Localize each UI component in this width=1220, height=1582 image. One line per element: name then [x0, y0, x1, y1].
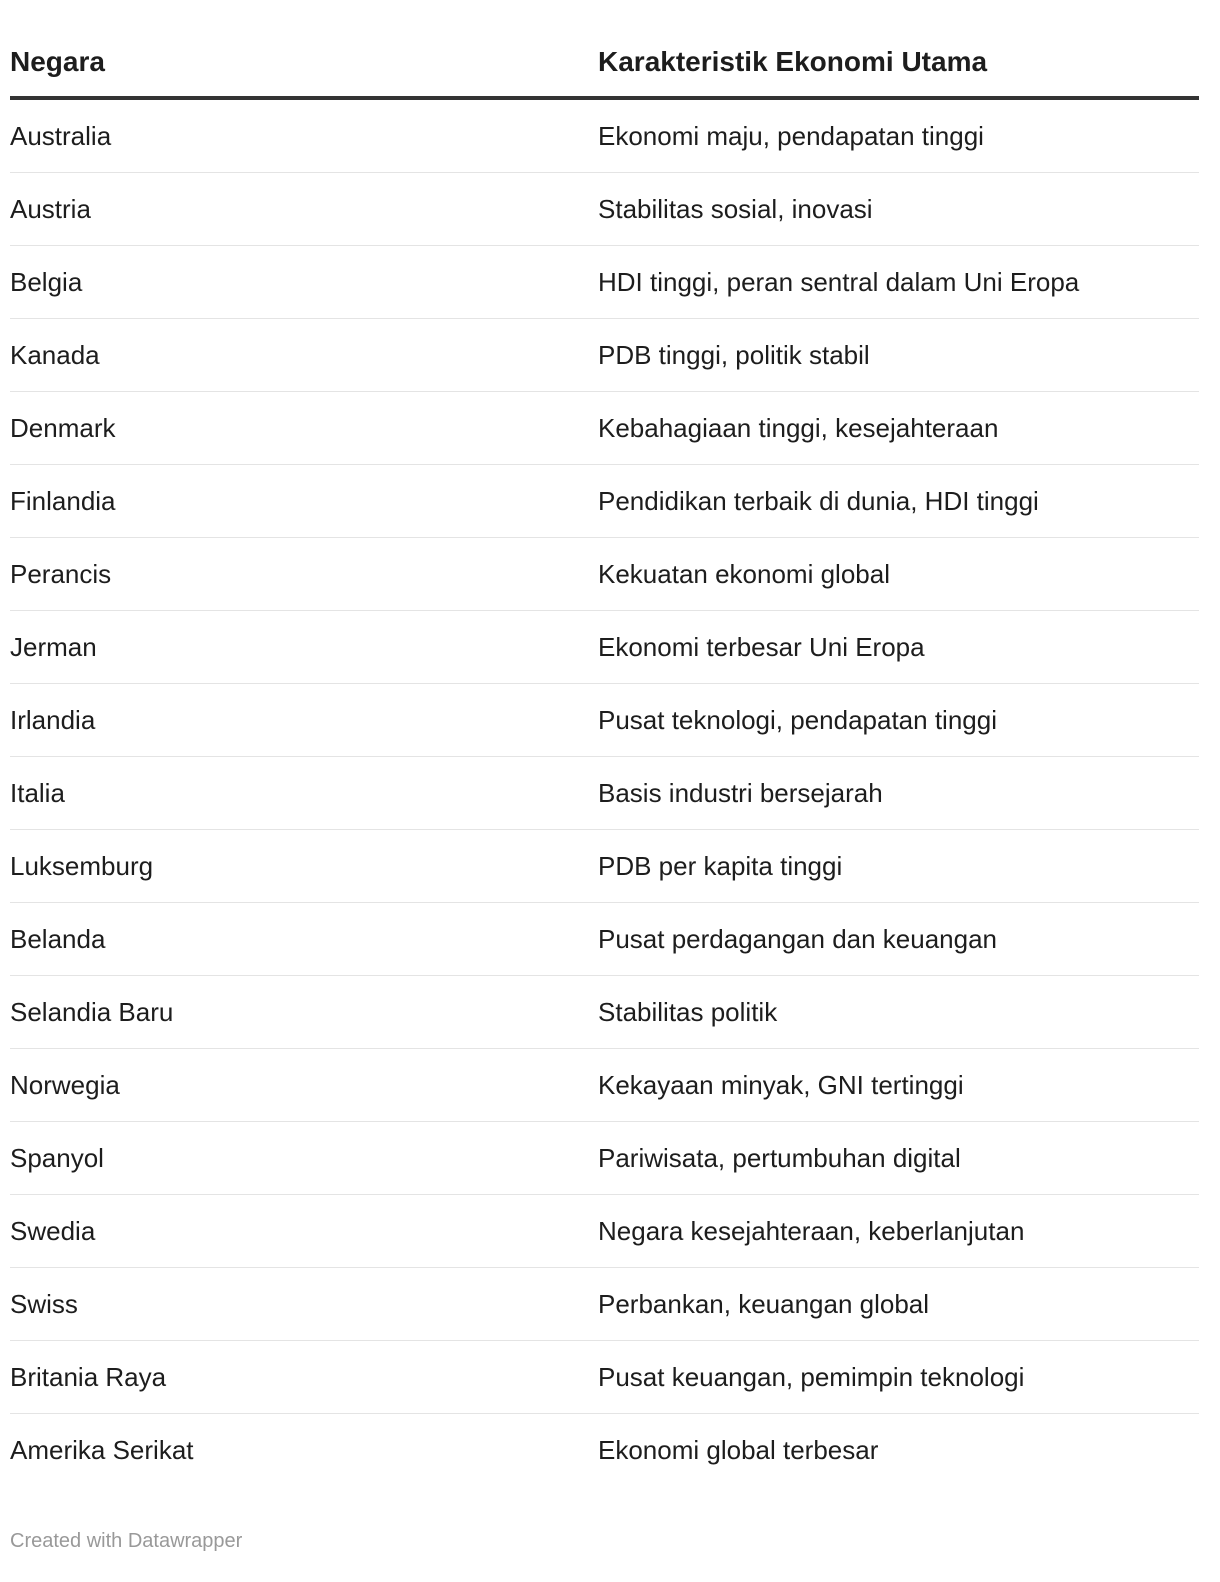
table-row — [10, 98, 1199, 173]
cell-characteristics: Pendidikan terbaik di dunia, HDI tinggi — [598, 465, 1199, 538]
table-row — [10, 976, 1199, 1049]
table-row — [10, 1414, 1199, 1487]
table-row — [10, 1341, 1199, 1414]
cell-country: Swedia — [10, 1195, 598, 1268]
cell-country: Italia — [10, 757, 598, 830]
cell-country: Britania Raya — [10, 1341, 598, 1414]
cell-characteristics: Kekuatan ekonomi global — [598, 538, 1199, 611]
cell-characteristics: PDB per kapita tinggi — [598, 830, 1199, 903]
cell-characteristics: Negara kesejahteraan, keberlanjutan — [598, 1195, 1199, 1268]
cell-country: Swiss — [10, 1268, 598, 1341]
datawrapper-credit: Created with Datawrapper — [10, 1530, 243, 1552]
table-body — [10, 98, 1199, 1486]
cell-characteristics: Ekonomi global terbesar — [598, 1434, 879, 1465]
cell-country: Amerika Serikat — [10, 1434, 194, 1465]
table-row — [10, 319, 1199, 392]
cell-characteristics: Basis industri bersejarah — [598, 757, 1199, 830]
cell-country: Belanda — [10, 903, 598, 976]
column-header-country: Negara — [10, 28, 598, 98]
table-row — [10, 392, 1199, 465]
cell-country: Denmark — [10, 392, 598, 465]
cell-country: Australia — [10, 98, 598, 173]
table-row — [10, 830, 1199, 903]
table-row — [10, 173, 1199, 246]
table-row — [10, 1195, 1199, 1268]
table-row — [10, 1049, 1199, 1122]
cell-country: Finlandia — [10, 465, 598, 538]
cell-characteristics: PDB tinggi, politik stabil — [598, 319, 1199, 392]
cell-characteristics: Stabilitas politik — [598, 976, 1199, 1049]
cell-country: Austria — [10, 173, 598, 246]
cell-country: Spanyol — [10, 1122, 598, 1195]
cell-country: Perancis — [10, 538, 598, 611]
cell-characteristics: Pusat teknologi, pendapatan tinggi — [598, 684, 1199, 757]
cell-country: Norwegia — [10, 1049, 598, 1122]
cell-characteristics: Stabilitas sosial, inovasi — [598, 173, 1199, 246]
table-row — [10, 1122, 1199, 1195]
cell-country: Belgia — [10, 246, 598, 319]
table-row — [10, 538, 1199, 611]
cell-characteristics: Kekayaan minyak, GNI tertinggi — [598, 1049, 1199, 1122]
cell-country: Selandia Baru — [10, 976, 598, 1049]
table-row — [10, 1268, 1199, 1341]
cell-country: Kanada — [10, 319, 598, 392]
data-table-container — [10, 28, 1199, 1486]
table-row — [10, 246, 1199, 319]
cell-characteristics: Perbankan, keuangan global — [598, 1268, 1199, 1341]
cell-characteristics: HDI tinggi, peran sentral dalam Uni Eropa — [598, 246, 1199, 319]
cell-country: Jerman — [10, 611, 598, 684]
cell-characteristics: Ekonomi maju, pendapatan tinggi — [598, 98, 1199, 173]
header-row — [10, 28, 1199, 98]
cell-characteristics: Kebahagiaan tinggi, kesejahteraan — [598, 392, 1199, 465]
cell-characteristics: Ekonomi terbesar Uni Eropa — [598, 611, 1199, 684]
table-header — [10, 28, 1199, 98]
table-row — [10, 903, 1199, 976]
table-row — [10, 465, 1199, 538]
table-row — [10, 611, 1199, 684]
data-table — [10, 28, 1199, 1486]
table-row — [10, 757, 1199, 830]
cell-country: Irlandia — [10, 684, 598, 757]
table-row — [10, 684, 1199, 757]
cell-characteristics: Pariwisata, pertumbuhan digital — [598, 1122, 1199, 1195]
column-header-characteristics: Karakteristik Ekonomi Utama — [598, 28, 1199, 98]
cell-country: Luksemburg — [10, 830, 598, 903]
cell-characteristics: Pusat keuangan, pemimpin teknologi — [598, 1341, 1199, 1414]
cell-characteristics: Pusat perdagangan dan keuangan — [598, 903, 1199, 976]
